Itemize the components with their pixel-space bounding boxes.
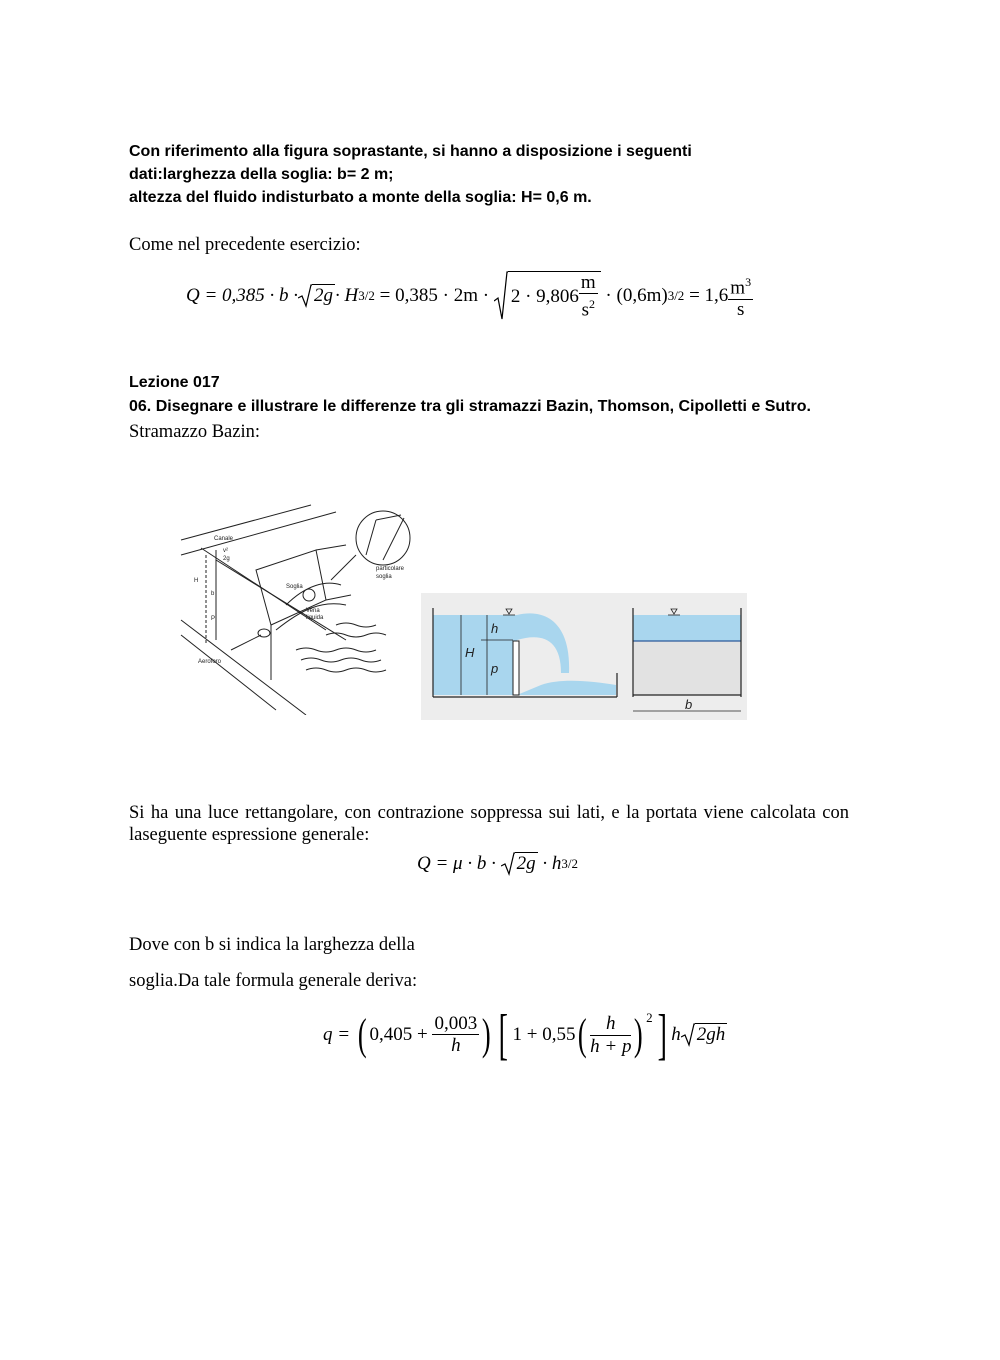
label-canale: Canale: [214, 536, 234, 542]
eq1-sqrt: 2g: [298, 284, 335, 308]
label-soglia: Soglia: [286, 584, 303, 590]
intro-line-1: Con riferimento alla figura soprastante, si hanno a disposizione i seguenti: [129, 143, 692, 160]
equation-1: Q = 0,385 · b · 2g · H 3/2 = 0,385 · 2m · 2 · 9,806 $\frac{m}{s^2}$ · (0,6m) 3/2 = 1,6 $\frac{m^3}{s}$: [186, 271, 752, 321]
eq1-sqrt-2: 2 · 9,806 $\frac{m}{s^2}$: [494, 271, 601, 321]
label-vena: Vena: [306, 608, 320, 614]
label-h-right: h: [491, 621, 499, 636]
eq1-lhs: Q = 0,385 · b ·: [186, 285, 299, 306]
lesson-question: 06. Disegnare e illustrare le differenze tra gli stramazzi Bazin, Thomson, Cipolletti e Sutro.: [129, 398, 811, 415]
paragraph-2-line-2: soglia.Da tale formula generale deriva:: [129, 971, 418, 991]
label-soglia-detail: soglia: [376, 574, 392, 580]
intro-line-2: dati:larghezza della soglia: b= 2 m;: [129, 166, 394, 183]
label-v2: v²: [223, 548, 228, 554]
eq3-fraction-1: $\frac{0,003}{h}$: [434, 1012, 478, 1056]
label-p-left: P: [211, 616, 216, 622]
eq3-fraction-2: $\frac{h}{h + p}$: [590, 1012, 632, 1057]
label-liquida: liquida: [306, 615, 324, 621]
label-p-right: p: [491, 661, 499, 676]
label-2g: 2g: [223, 556, 230, 562]
label-H-left: H: [194, 578, 199, 584]
sqrt-symbol-large-icon: [494, 271, 508, 321]
label-b-left: b: [211, 591, 215, 597]
sqrt-symbol-icon: [681, 1023, 695, 1047]
eq1-fraction-2: $\frac{m^3}{s}$: [728, 272, 753, 319]
equation-2: Q = μ · b · 2g · h 3/2: [417, 853, 578, 874]
intro-line-3: altezza del fluido indisturbato a monte della soglia: H= 0,6 m.: [129, 189, 592, 206]
bazin-weir-section-figure: [421, 593, 747, 720]
label-particolare: particolare: [376, 566, 405, 572]
sqrt-symbol-icon: [501, 852, 515, 876]
intro-block: [129, 140, 889, 209]
label-H-right: H: [465, 645, 475, 660]
bazin-weir-perspective-figure: [176, 500, 421, 715]
lesson-subtitle: Stramazzo Bazin:: [129, 422, 260, 442]
precedent-text: Come nel precedente esercizio:: [129, 235, 361, 255]
paragraph-1: Si ha una luce rettangolare, con contrazione soppressa sui lati, e la portata viene calcolata con laseguente espressione generale:: [129, 803, 849, 845]
equation-3: q = ( 0,405 + $\frac{0,003}{h}$ ) [ 1 + 0,55 ( $\frac{h}{h + p}$ ) $^2$ ] h 2gh: [323, 1004, 726, 1066]
lesson-title: Lezione 017: [129, 374, 220, 391]
eq1-fraction-1: $\frac{m}{s^2}$: [580, 271, 596, 321]
sqrt-symbol-icon: [298, 284, 312, 308]
paragraph-2-line-1: Dove con b si indica la larghezza della: [129, 935, 415, 955]
label-b-right: b: [685, 697, 693, 712]
label-aeroforo: Aeroforo: [198, 659, 222, 665]
